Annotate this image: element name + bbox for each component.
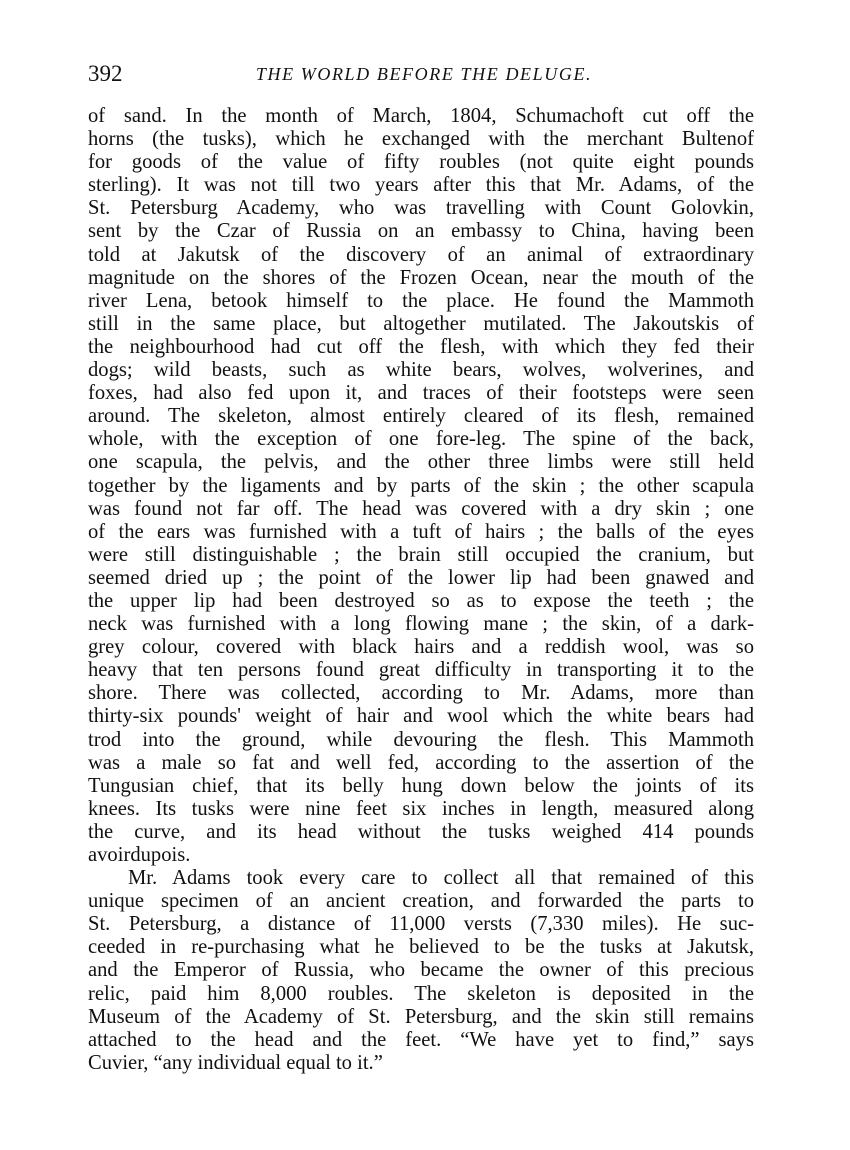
text-line: heavy that ten persons found great difficulty in transporting it to the: [88, 659, 754, 682]
text-line: ceeded in re-purchasing what he believed to be the tusks at Jakutsk,: [88, 936, 754, 959]
text-line: magnitude on the shores of the Frozen Ocean, near the mouth of the: [88, 266, 754, 289]
text-line: around. The skeleton, almost entirely cleared of its flesh, remained: [88, 405, 754, 428]
text-line: the upper lip had been destroyed so as to expose the teeth ; the: [88, 589, 754, 612]
text-line: still in the same place, but altogether mutilated. The Jakoutskis of: [88, 312, 754, 335]
text-line: the curve, and its head without the tusks weighed 414 pounds: [88, 820, 754, 843]
text-line: unique specimen of an ancient creation, and forwarded the parts to: [88, 890, 754, 913]
text-line: horns (the tusks), which he exchanged with the merchant Bultenof: [88, 128, 754, 151]
text-line: sterling). It was not till two years after this that Mr. Adams, of the: [88, 174, 754, 197]
text-line: was a male so fat and well fed, according to the assertion of the: [88, 751, 754, 774]
running-head: [88, 60, 760, 90]
page-number: 392: [88, 61, 123, 86]
text-line: were still distinguishable ; the brain still occupied the cranium, but: [88, 543, 754, 566]
text-line: St. Petersburg, a distance of 11,000 versts (7,330 miles). He suc-: [88, 913, 754, 936]
text-line: told at Jakutsk of the discovery of an animal of extraordinary: [88, 243, 754, 266]
text-line: together by the ligaments and by parts of the skin ; the other scapula: [88, 474, 754, 497]
text-line: shore. There was collected, according to Mr. Adams, more than: [88, 682, 754, 705]
text-line: and the Emperor of Russia, who became the owner of this precious: [88, 959, 754, 982]
text-line: sent by the Czar of Russia on an embassy to China, having been: [88, 220, 754, 243]
text-line: avoirdupois.: [88, 844, 191, 866]
text-line: foxes, had also fed upon it, and traces of their footsteps were seen: [88, 382, 754, 405]
text-line: knees. Its tusks were nine feet six inches in length, measured along: [88, 797, 754, 820]
text-line: for goods of the value of fifty roubles (not quite eight pounds: [88, 151, 754, 174]
text-line: Tungusian chief, that its belly hung down below the joints of its: [88, 774, 754, 797]
text-line: seemed dried up ; the point of the lower lip had been gnawed and: [88, 566, 754, 589]
text-line: of the ears was furnished with a tuft of hairs ; the balls of the eyes: [88, 520, 754, 543]
text-line: one scapula, the pelvis, and the other three limbs were still held: [88, 451, 754, 474]
text-line: was found not far off. The head was covered with a dry skin ; one: [88, 497, 754, 520]
running-title: THE WORLD BEFORE THE DELUGE.: [255, 64, 593, 84]
text-line: thirty-six pounds' weight of hair and wool which the white bears had: [88, 705, 754, 728]
text-line: Museum of the Academy of St. Petersburg, and the skin still remains: [88, 1005, 754, 1028]
text-line: relic, paid him 8,000 roubles. The skeleton is deposited in the: [88, 982, 754, 1005]
text-line: dogs; wild beasts, such as white bears, wolves, wolverines, and: [88, 359, 754, 382]
text-line: St. Petersburg Academy, who was travelling with Count Golovkin,: [88, 197, 754, 220]
text-line: of sand. In the month of March, 1804, Schumachoft cut off the: [88, 105, 754, 127]
text-line: river Lena, betook himself to the place. He found the Mammoth: [88, 289, 754, 312]
text-line: attached to the head and the feet. “We have yet to find,” says: [88, 1028, 754, 1051]
text-line: Mr. Adams took every care to collect all that remained of this: [128, 867, 754, 890]
text-line: Cuvier, “any individual equal to it.”: [88, 1051, 383, 1074]
body-text: [88, 105, 754, 1075]
text-line: trod into the ground, while devouring the flesh. This Mammoth: [88, 728, 754, 751]
text-line: the neighbourhood had cut off the flesh, with which they fed their: [88, 335, 754, 358]
text-line: neck was furnished with a long flowing mane ; the skin, of a dark-: [88, 613, 754, 636]
text-line: whole, with the exception of one fore-leg. The spine of the back,: [88, 428, 754, 451]
text-line: grey colour, covered with black hairs and a reddish wool, was so: [88, 636, 754, 659]
